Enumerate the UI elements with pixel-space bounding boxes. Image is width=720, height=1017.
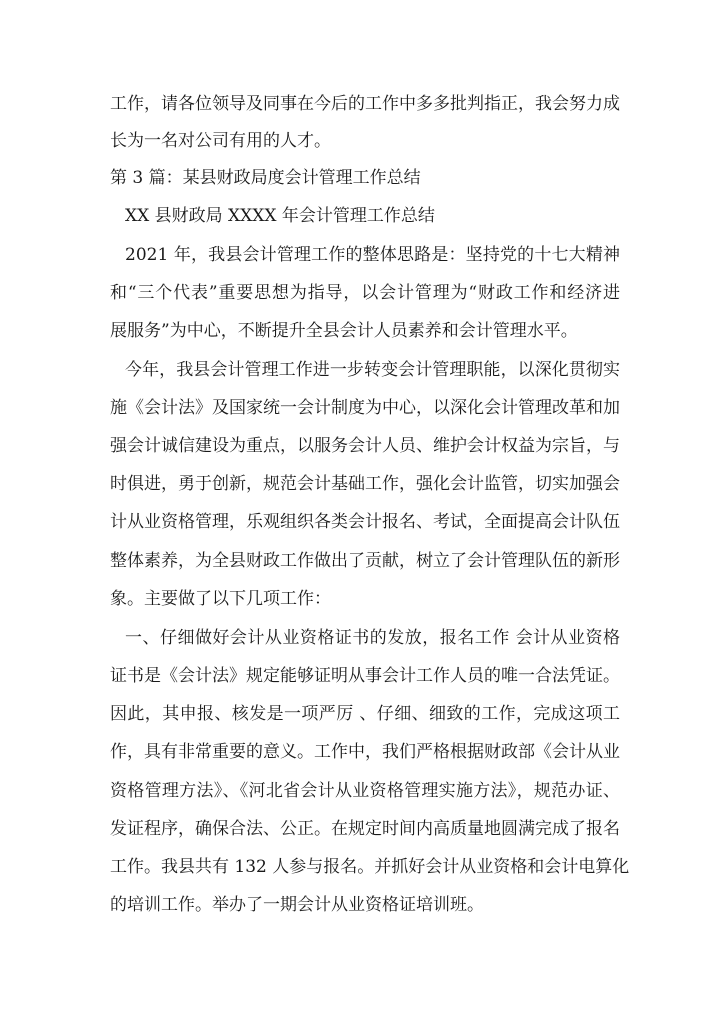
text-line: 2021 年，我县会计管理工作的整体思路是：坚持党的十七大精神 <box>125 245 620 265</box>
text-line: 今年，我县会计管理工作进一步转变会计管理职能，以深化贯彻实 <box>125 360 620 380</box>
document-title: XX 县财政局 XXXX 年会计管理工作总结 <box>125 206 435 226</box>
text-line: 整体素养，为全县财政工作做出了贡献，树立了会计管理队伍的新形 <box>110 551 620 571</box>
text-line: 展服务”为中心，不断提升全县会计人员素养和会计管理水平。 <box>110 321 578 341</box>
text-line: 发证程序，确保合法、公正。在规定时间内高质量地圆满完成了报名 <box>110 819 620 839</box>
text-line: 象。主要做了以下几项工作： <box>110 589 331 609</box>
text-line: 和“三个代表”重要思想为指导，以会计管理为“财政工作和经济进 <box>110 283 620 303</box>
section-heading: 第 3 篇：某县财政局度会计管理工作总结 <box>110 168 421 188</box>
text-line: 因此，其申报、核发是一项严厉 、仔细、细致的工作，完成这项工 <box>110 704 620 724</box>
text-line: 工作，请各位领导及同事在今后的工作中多多批判指正，我会努力成 <box>110 94 620 114</box>
text-line: 长为一名对公司有用的人才。 <box>110 131 331 151</box>
text-line: 时俱进，勇于创新，规范会计基础工作，强化会计监管，切实加强会 <box>110 474 620 494</box>
text-line: 施《会计法》及国家统一会计制度为中心，以深化会计管理改革和加 <box>110 398 620 418</box>
text-line: 计从业资格管理，乐观组织各类会计报名、考试，全面提高会计队伍 <box>110 512 620 532</box>
text-line: 资格管理方法》、《河北省会计从业资格管理实施方法》，规范办证、 <box>110 781 620 801</box>
text-line: 一、仔细做好会计从业资格证书的发放，报名工作 会计从业资格 <box>125 628 620 648</box>
text-line: 工作。我县共有 132 人参与报名。并抓好会计从业资格和会计电算化 <box>110 857 630 877</box>
text-line: 作，具有非常重要的意义。工作中，我们严格根据财政部《会计从业 <box>110 742 620 762</box>
text-line: 强会计诚信建设为重点，以服务会计人员、维护会计权益为宗旨，与 <box>110 436 620 456</box>
text-line: 证书是《会计法》规定能够证明从事会计工作人员的唯一合法凭证。 <box>110 666 620 686</box>
text-line: 的培训工作。举办了一期会计从业资格证培训班。 <box>110 895 484 915</box>
